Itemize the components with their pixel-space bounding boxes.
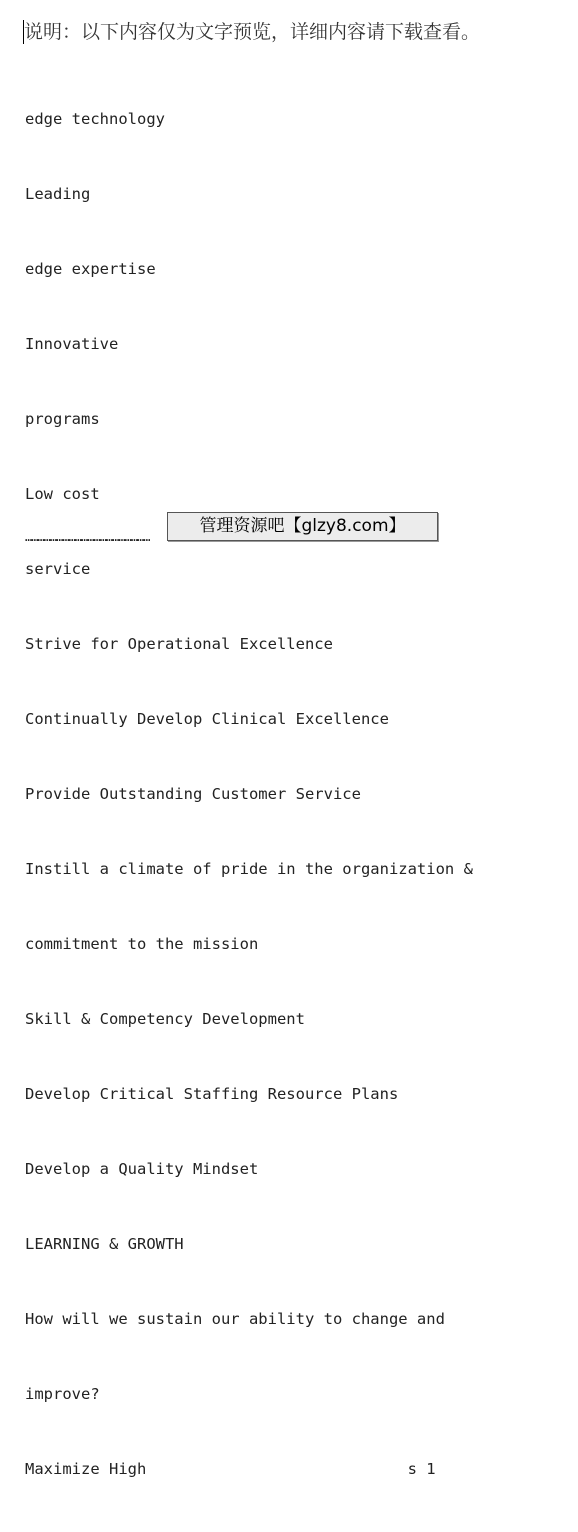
text-line: Continually Develop Clinical Excellence <box>25 710 389 728</box>
text-line: Skill & Competency Development <box>25 1010 305 1028</box>
text-line: LEARNING & GROWTH <box>25 1235 184 1253</box>
text-line: Strive for Operational Excellence <box>25 635 333 653</box>
text-line: Maximize High s 1 <box>25 1460 436 1478</box>
text-line: commitment to the mission <box>25 935 259 953</box>
text-line: Develop a Quality Mindset <box>25 1160 259 1178</box>
dotted-leader: …………………………………………………… <box>25 530 150 544</box>
text-line: Leading <box>25 185 91 203</box>
text-line: edge technology <box>25 110 165 128</box>
text-line: Innovative <box>25 335 119 353</box>
text-line: Instill a climate of pride in the organization & <box>25 860 473 878</box>
text-line: How will we sustain our ability to change and <box>25 1310 445 1328</box>
text-line: programs <box>25 410 100 428</box>
preview-notice: 说明：以下内容仅为文字预览，详细内容请下载查看。 <box>24 21 481 43</box>
document-body <box>25 57 565 1532</box>
watermark-banner: 管理资源吧【glzy8.com】 <box>167 512 438 541</box>
text-line: Low cost <box>25 485 100 503</box>
text-line: service <box>25 560 91 578</box>
text-line: edge expertise <box>25 260 156 278</box>
text-line: Develop Critical Staffing Resource Plans <box>25 1085 399 1103</box>
text-line: improve? <box>25 1385 100 1403</box>
text-line: Provide Outstanding Customer Service <box>25 785 361 803</box>
